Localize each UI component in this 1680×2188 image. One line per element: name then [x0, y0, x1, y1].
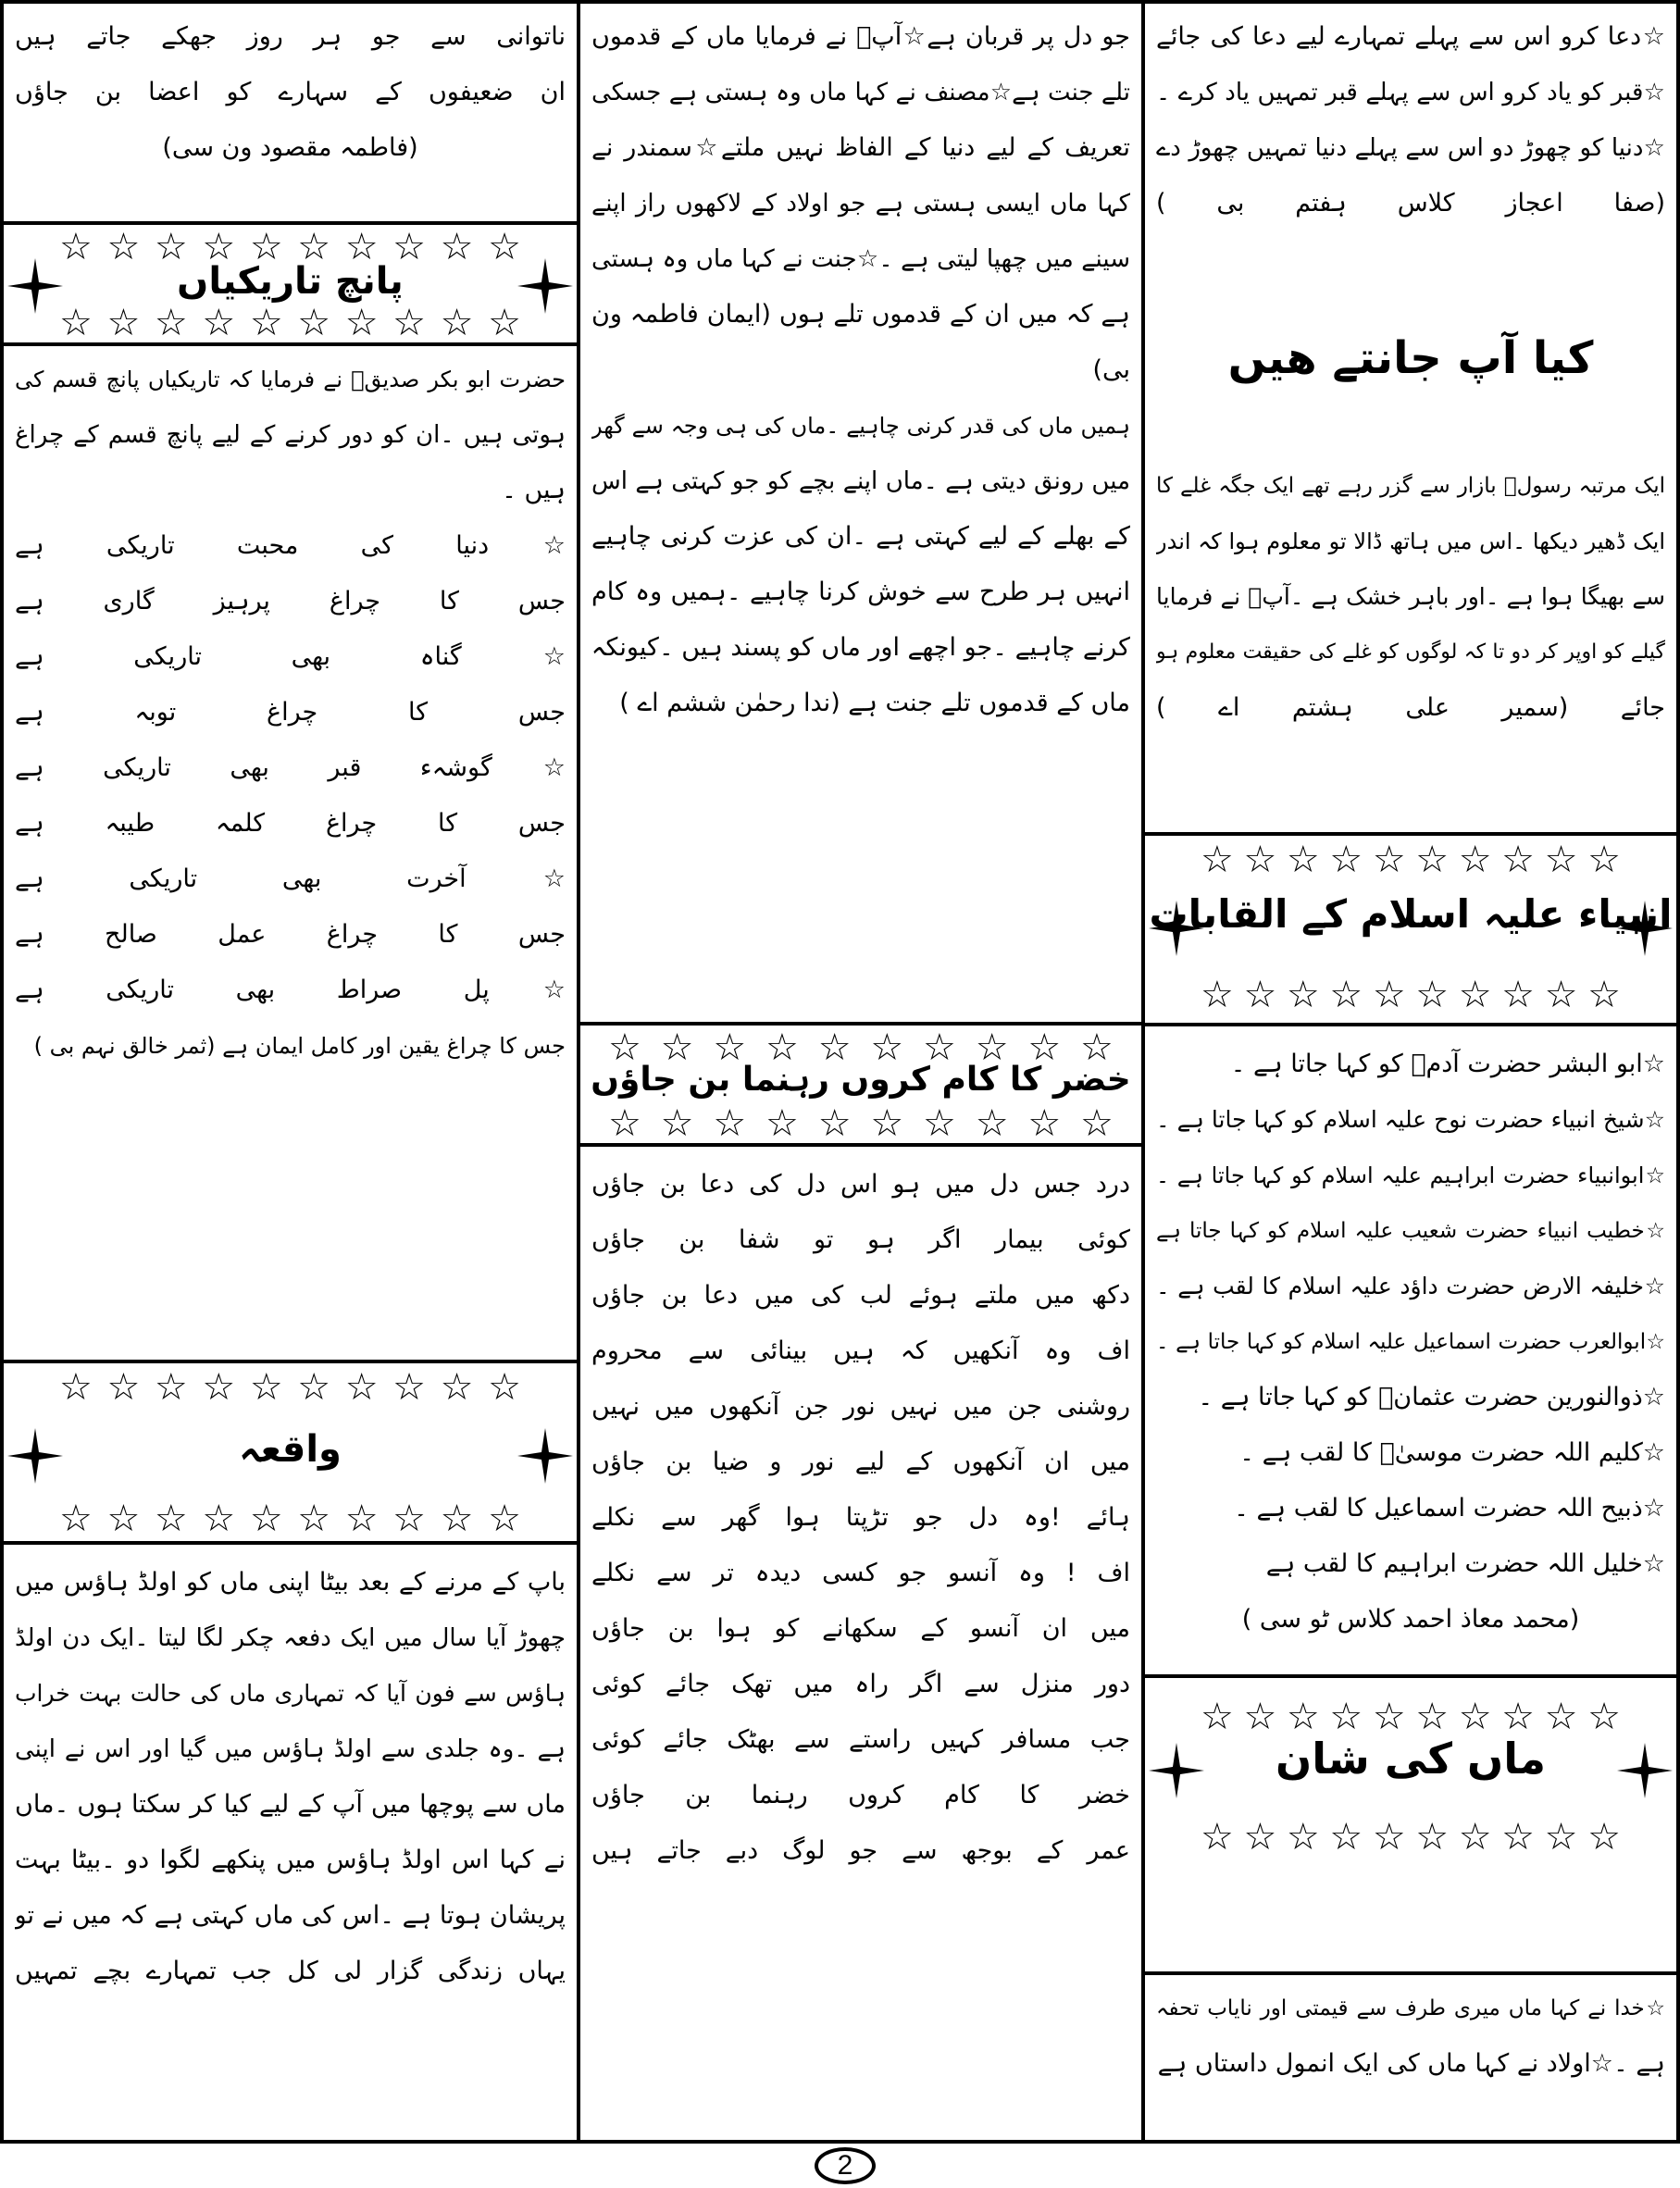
kya-line: سے بھیگا ہوا ہے ۔اور باہر خشک ہے ۔آپؐ نے فرمایا	[1156, 583, 1665, 610]
waqia-line: نے کہا اس اولڈ ہاؤس میں پنکھے لگوا دو ۔بیٹا بہت	[15, 1846, 566, 1874]
panch-line: ☆آخرت بھی تاریکی ہے	[15, 864, 566, 893]
panch-line: ☆دنیا کی محبت تاریکی ہے	[15, 531, 566, 560]
poem-line: خضر کا کام کروں رہنما بن جاؤں	[591, 1781, 1130, 1809]
kya-title: کیا آپ جانتے ھیں	[1227, 332, 1594, 384]
poem-line: میں ان آنکھوں کے لیے نور و ضیا بن جاؤں	[591, 1448, 1130, 1476]
panch-line: جس کا چراغ عمل صالح ہے	[15, 920, 566, 949]
stars-bottom: ☆ ☆ ☆ ☆ ☆ ☆ ☆ ☆ ☆ ☆	[1201, 974, 1621, 1016]
panch-line: ☆پل صراط بھی تاریکی ہے	[15, 976, 566, 1004]
khizar-banner	[580, 1022, 1141, 1147]
maa-text-line: سینے میں چھپا لیتی ہے ۔☆جنت نے کہا ماں وہ ہستی	[591, 245, 1130, 273]
stars-bottom: ☆ ☆ ☆ ☆ ☆ ☆ ☆ ☆ ☆ ☆	[1201, 1816, 1621, 1859]
poem-line: ہائے !وہ دل جو تڑپتا ہوا گھر سے نکلے	[591, 1503, 1130, 1532]
anbiya-line: ☆خلیفہ الارض حضرت داؤد علیہ اسلام کا لقب ہے ۔	[1156, 1273, 1665, 1299]
poem-line: اف ! وہ آنسو جو کسی دیدہ تر سے نکلے	[591, 1559, 1130, 1587]
poem-line: درد جس دل میں ہو اس دل کی دعا بن جاؤں	[591, 1170, 1130, 1199]
maa-banner	[1145, 1674, 1676, 1975]
waqia-line: ہاؤس سے فون آیا کہ تمہاری ماں کی حالت بہت خراب	[15, 1680, 566, 1707]
panch-line: جس کا چراغ کلمہ طیبہ ہے	[15, 809, 566, 838]
left-column	[0, 0, 580, 2144]
maa-text-line: کہا ماں ایسی ہستی ہے جو اولاد کے لاکھوں راز اپنے	[591, 190, 1130, 218]
stars-top: ☆ ☆ ☆ ☆ ☆ ☆ ☆ ☆ ☆ ☆	[59, 1366, 521, 1409]
poem-line: کوئی بیمار اگر ہو تو شفا بن جاؤں	[591, 1225, 1130, 1254]
anbiya-line: ☆خلیل اللہ حضرت ابراہیم کا لقب ہے	[1265, 1549, 1665, 1578]
poem-line: دکھ میں ملتے ہوئے لب کی میں دعا بن جاؤں	[591, 1281, 1130, 1310]
poem-block	[580, 1151, 1141, 2142]
anbiya-line: ☆ذبیح اللہ حضرت اسماعیل کا لقب ہے ۔	[1234, 1494, 1665, 1523]
maa-block	[1145, 1975, 1676, 2142]
maa-text-line: کرنے چاہیے ۔جو اچھے اور ماں کو پسند ہیں ۔کیونکہ	[591, 633, 1130, 662]
stars-top: ☆ ☆ ☆ ☆ ☆ ☆ ☆ ☆ ☆ ☆	[1201, 1696, 1621, 1738]
waqia-line: پریشان ہوتا ہے ۔اس کی ماں کہتی ہے کہ میں نے تو	[15, 1901, 566, 1930]
anbiya-line: ☆کلیم اللہ حضرت موسیٰؑ کا لقب ہے ۔	[1239, 1438, 1665, 1467]
kya-line: ایک مرتبہ رسولؐ بازار سے گزر رہے تھے ایک جگہ غلے کا	[1156, 474, 1665, 498]
anbiya-title: انبیاء علیہ اسلام کے القابات	[1149, 891, 1673, 937]
poem-line: اف وہ آنکھیں کہ ہیں بینائی سے محروم	[591, 1336, 1130, 1365]
intro-block	[1145, 4, 1676, 281]
panch-line: ہوتی ہیں ۔ان کو دور کرنے کے لیے پانچ قسم کے چراغ	[15, 421, 566, 449]
panch-credit: جس کا چراغ یقین اور کامل ایمان ہے (ثمر خالق نہم بی )	[33, 1033, 566, 1059]
maa-text-line: بی)	[1092, 355, 1130, 384]
panch-title: پانچ تاریکیاں	[177, 260, 404, 303]
poem-line: عمر کے بوجھ سے جو لوگ دبے جاتے ہیں	[591, 1836, 1130, 1865]
stars-bottom: ☆ ☆ ☆ ☆ ☆ ☆ ☆ ☆ ☆ ☆	[608, 1102, 1114, 1145]
middle-column	[580, 0, 1145, 2144]
waqia-line: یہاں زندگی گزار لی کل جب تمہارے بچے تمہیں	[15, 1957, 566, 1985]
maa-text-line: کے بھلے کے لیے کہتی ہے ۔ان کی عزت کرنی چاہیے	[591, 522, 1130, 551]
intro-credit: (صفا اعجاز کلاس ہفتم بی )	[1156, 189, 1665, 218]
anbiya-line: ☆ذوالنورین حضرت عثمانؓ کو کہا جاتا ہے ۔	[1198, 1383, 1665, 1411]
panch-line: حضرت ابو بکر صدیقؓ نے فرمایا کہ تاریکیاں پانچ قسم کی	[15, 367, 566, 392]
waqia-line: باپ کے مرنے کے بعد بیٹا اپنی ماں کو اولڈ ہاؤس میں	[15, 1568, 566, 1597]
stars-top: ☆ ☆ ☆ ☆ ☆ ☆ ☆ ☆ ☆ ☆	[1201, 839, 1621, 881]
maa-text-line: ہے کہ میں ان کے قدموں تلے ہوں (ایمان فاطمہ ون	[591, 300, 1130, 329]
panch-block	[4, 346, 577, 1360]
maa-credit: ماں کے قدموں تلے جنت ہے (ندا رحمٰن ششم اے )	[619, 689, 1130, 717]
stars-bottom: ☆ ☆ ☆ ☆ ☆ ☆ ☆ ☆ ☆ ☆	[59, 302, 521, 344]
poem-line: دور منزل سے اگر راہ میں تھک جائے کوئی	[591, 1670, 1130, 1698]
panch-line: جس کا چراغ توبہ ہے	[15, 698, 566, 727]
anbiya-line: ☆شیخ انبیاء حضرت نوح علیہ اسلام کو کہا جاتا ہے ۔	[1156, 1106, 1665, 1133]
maa-continued-block	[580, 4, 1141, 1017]
panch-line: جس کا چراغ پرہیز گاری ہے	[15, 587, 566, 615]
waqia-banner	[4, 1360, 577, 1545]
poem-end-block	[4, 4, 577, 221]
waqia-block	[4, 1549, 577, 2142]
waqia-line: ماں سے پوچھا میں آپ کے لیے کیا کر سکتا ہوں ۔ماں	[15, 1790, 566, 1819]
intro-line: ☆قبر کو یاد کرو اس سے پہلے قبر تمہیں یاد کرے ۔	[1156, 79, 1665, 106]
stars-top: ☆ ☆ ☆ ☆ ☆ ☆ ☆ ☆ ☆ ☆	[59, 226, 521, 268]
panch-line: ہیں ۔	[502, 476, 566, 504]
maa-title: ماں کی شان	[1275, 1734, 1547, 1784]
maa-text-line: ہمیں ماں کی قدر کرنی چاہیے ۔ماں کی ہی وجہ سے گھر	[591, 413, 1130, 439]
maa-line: ☆خدا نے کہا ماں میری طرف سے قیمتی اور نایاب تحفہ	[1156, 1996, 1665, 2020]
intro-line: ☆دعا کرو اس سے پہلے تمہارے لیے دعا کی جائے	[1156, 22, 1665, 51]
page-number: 2	[815, 2147, 876, 2184]
waqia-line: چھوڑ آیا سال میں ایک دفعہ چکر لگا لیتا ۔ایک دن اولڈ	[15, 1624, 566, 1652]
poem-credit: (فاطمہ مقصود ون سی)	[162, 133, 418, 162]
anbiya-line: ☆خطیب انبیاء حضرت شعیب علیہ اسلام کو کہا جاتا ہے	[1156, 1219, 1665, 1243]
panch-line: ☆گوشہء قبر بھی تاریکی ہے	[15, 753, 566, 782]
kya-line: جائے (سمیر علی ہشتم اے )	[1156, 693, 1665, 722]
poem-line: جب مسافر کہیں راستے سے بھٹک جائے کوئی	[591, 1725, 1130, 1754]
anbiya-credit: (محمد معاذ احمد کلاس ٹو سی )	[1241, 1605, 1580, 1634]
kya-block	[1145, 453, 1676, 832]
waqia-title: واقعہ	[239, 1428, 342, 1471]
kya-line: گیلے کو اوپر کر دو تا کہ لوگوں کو غلے کی حقیقت معلوم ہو	[1156, 640, 1665, 664]
poem-end-line: ان ضعیفوں کے سہارے کو اعضا بن جاؤں	[15, 78, 566, 106]
maa-text-line: تعریف کے لیے دنیا کے الفاظ نہیں ملتے☆سمندر نے	[591, 133, 1130, 162]
maa-text-line: جو دل پر قربان ہے☆آپؐ نے فرمایا ماں کے قدموں	[591, 22, 1130, 51]
intro-line: ☆دنیا کو چھوڑ دو اس سے پہلے دنیا تمہیں چھوڑ دے	[1156, 134, 1665, 162]
maa-text-line: انہیں ہر طرح سے خوش کرنا چاہیے ۔ہمیں وہ کام	[591, 578, 1130, 606]
right-column	[1145, 0, 1680, 2144]
anbiya-line: ☆ابوالعرب حضرت اسماعیل علیہ اسلام کو کہا جاتا ہے ۔	[1156, 1330, 1665, 1354]
maa-text-line: میں رونق دیتی ہے ۔ماں اپنے بچے کو جو کہتی ہے اس	[591, 467, 1130, 495]
poem-end-line: ناتوانی سے جو ہر روز جھکے جاتے ہیں	[15, 22, 566, 51]
anbiya-line: ☆ابو البشر حضرت آدمؑ کو کہا جاتا ہے ۔	[1230, 1050, 1665, 1078]
stars-bottom: ☆ ☆ ☆ ☆ ☆ ☆ ☆ ☆ ☆ ☆	[59, 1498, 521, 1540]
panch-line: ☆گناہ بھی تاریکی ہے	[15, 642, 566, 671]
kya-heading	[1145, 314, 1676, 406]
poem-line: میں ان آنسو کے سکھانے کو ہوا بن جاؤں	[591, 1614, 1130, 1643]
anbiya-banner	[1145, 832, 1676, 1026]
poem-line: روشنی جن میں نہیں نور جن آنکھوں میں نہیں	[591, 1392, 1130, 1421]
anbiya-line: ☆ابوانبیاء حضرت ابراہیم علیہ اسلام کو کہا جاتا ہے ۔	[1156, 1162, 1665, 1188]
waqia-line: ہے ۔وہ جلدی سے اولڈ ہاؤس میں گیا اور اس نے اپنی	[15, 1735, 566, 1763]
maa-line: ہے ۔☆اولاد نے کہا ماں کی ایک انمول داستاں ہے	[1157, 2049, 1665, 2078]
maa-text-line: تلے جنت ہے☆مصنف نے کہا ماں وہ ہستی ہے جسکی	[591, 79, 1130, 106]
kya-line: ایک ڈھیر دیکھا ۔اس میں ہاتھ ڈالا تو معلوم ہوا کہ اندر	[1156, 528, 1665, 554]
panch-banner	[4, 221, 577, 346]
anbiya-block	[1145, 1031, 1676, 1670]
khizar-title: خضر کا کام کروں رہنما بن جاؤں	[591, 1061, 1131, 1099]
stars-top: ☆ ☆ ☆ ☆ ☆ ☆ ☆ ☆ ☆ ☆	[608, 1026, 1114, 1069]
